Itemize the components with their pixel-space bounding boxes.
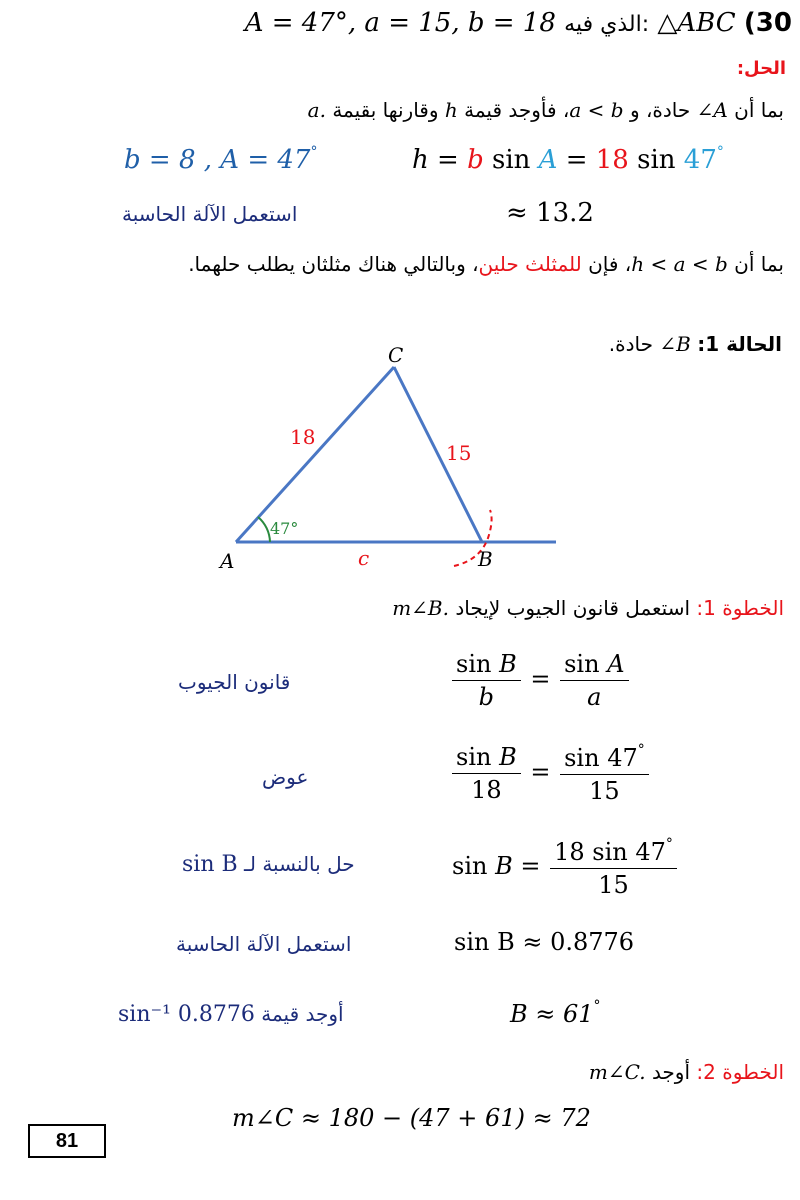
step2-label: الخطوة 2: — [696, 1060, 784, 1084]
intro-text: ، فأوجد قيمة — [464, 98, 570, 122]
var-a: a. — [307, 98, 326, 122]
vertex-b-label: B — [478, 547, 493, 571]
angle-a-arc — [258, 517, 270, 542]
side-c-label: c — [358, 546, 370, 570]
case1-text: حادة. — [608, 332, 653, 356]
calc-label: استعمل الآلة الحاسبة — [122, 202, 298, 226]
find-value-text: أوجد قيمة — [261, 1002, 344, 1026]
given-values: b = 8 , A = 47° — [124, 144, 318, 175]
h-b: b — [467, 145, 484, 175]
h-formula: h = b sin A = 18 sin 47° — [412, 144, 724, 175]
given-values-text: b = 8 , A = 47 — [124, 145, 311, 175]
solve-for-text: حل بالنسبة لـ — [244, 852, 355, 876]
problem-number: (30 — [743, 8, 792, 38]
eq3-den: 15 — [598, 871, 629, 899]
angle-a-value: 47° — [270, 519, 299, 538]
side-ac — [236, 367, 394, 542]
case1-label: الحالة 1: — [697, 332, 782, 356]
eq1-den-left: b — [478, 683, 495, 711]
conclusion-text: بما أن — [734, 252, 784, 276]
substitute-label: عوض — [262, 765, 309, 789]
step1-target: m∠B. — [392, 596, 449, 620]
compare-ab: a < b — [569, 98, 624, 122]
find-value-label — [118, 1002, 344, 1027]
problem-text: الذي فيه: — [564, 12, 650, 37]
calculator-label: استعمل الآلة الحاسبة — [176, 932, 352, 956]
eq2-num-right: sin 47 — [564, 744, 638, 772]
final-eq: m∠C ≈ 180 − (47 + 61) ≈ 72 — [232, 1104, 591, 1132]
find-value-math: sin⁻¹ 0.8776 — [118, 1002, 255, 1027]
intro-text: حادة، و — [629, 98, 691, 122]
conclusion-text: ، فإن — [588, 252, 632, 276]
substituted-eq: $\frac{\text{sin B}}{18}$ = $\frac{\sin 47^\circ}{15}$ — [450, 742, 651, 805]
law-of-sines-eq: $\frac{\text{sin B}}{b}$ = $\frac{\text{sin A}}{a}$ — [450, 650, 631, 711]
side-a-label: 15 — [446, 441, 472, 465]
sin-b-approx: sin B ≈ 0.8776 — [454, 928, 635, 956]
step1-line — [392, 596, 784, 620]
eq1-den-right: a — [587, 683, 602, 711]
side-b-label: 18 — [290, 425, 316, 449]
h-eq: = — [557, 145, 596, 175]
h-lhs: h = — [412, 145, 468, 175]
intro-text: وقارنها بقيمة — [332, 98, 439, 122]
step2-text: أوجد — [651, 1060, 691, 1084]
solve-for-label — [182, 852, 355, 877]
intro-text: بما أن — [734, 98, 784, 122]
eq2-den-left: 18 — [471, 776, 502, 804]
law-of-sines-label: قانون الجيوب — [178, 670, 291, 694]
vertex-c-label: C — [388, 343, 404, 367]
angle-a: ∠A — [696, 98, 728, 122]
step2-target: m∠C. — [588, 1060, 646, 1084]
b-approx: B ≈ 61° — [510, 998, 601, 1028]
eq2-den-right: 15 — [589, 777, 620, 805]
h-sin: sin — [483, 145, 539, 175]
eq3-num: 18 sin 47 — [554, 838, 666, 866]
h-sin2: sin — [628, 145, 684, 175]
h-18: 18 — [595, 145, 629, 175]
vertex-a-label: A — [220, 549, 235, 573]
triangle-name: △ABC — [657, 8, 736, 38]
givens: A = 47°, a = 15, b = 18 — [244, 8, 556, 38]
step2-line — [589, 1060, 784, 1084]
step1-text: استعمل قانون الجيوب لإيجاد — [455, 596, 691, 620]
h-47: 47 — [683, 145, 717, 175]
solve-for-math: sin B — [182, 852, 238, 877]
angle-b: ∠B — [659, 332, 691, 356]
inequality: h < a < b — [631, 252, 728, 276]
approx-h: ≈ 13.2 — [506, 198, 594, 228]
solve-eq: sin B = $\frac{18 \sin 47^\circ}{15}$ — [452, 836, 679, 899]
solution-label: الحل: — [736, 58, 786, 79]
page-number: 81 — [28, 1124, 106, 1158]
h-A: A — [538, 145, 558, 175]
conclusion-text: ، وبالتالي هناك مثلثان يطلب حلهما. — [188, 252, 479, 276]
step1-label: الخطوة 1: — [696, 596, 784, 620]
var-h: h — [444, 98, 458, 122]
two-solutions: للمثلث حلين — [478, 252, 582, 276]
b-approx-text: B ≈ 61 — [510, 1000, 594, 1028]
